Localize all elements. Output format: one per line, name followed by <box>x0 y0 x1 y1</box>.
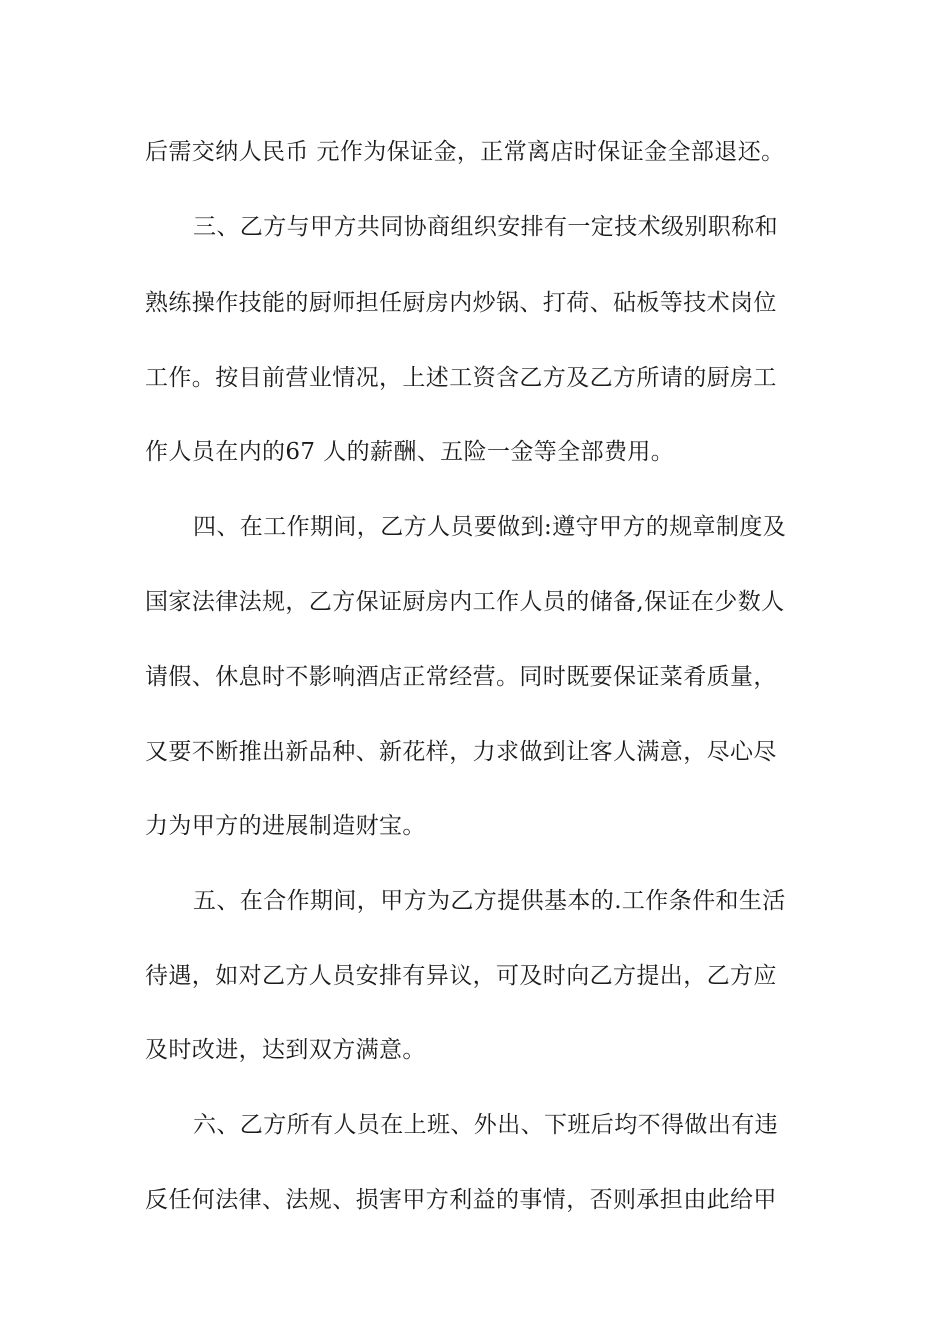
text-line: 工作。按目前营业情况，上述工资含乙方及乙方所请的厨房工 <box>145 365 777 391</box>
text-line: 力为甲方的进展制造财宝。 <box>145 813 426 839</box>
text-line: 又要不断推出新品种、新花样，力求做到让客人满意，尽心尽 <box>145 739 777 765</box>
text-line: 待遇，如对乙方人员安排有异议，可及时向乙方提出，乙方应 <box>145 963 777 989</box>
text-line: 国家法律法规，乙方保证厨房内工作人员的储备,保证在少数人 <box>145 589 785 615</box>
text-line: 熟练操作技能的厨师担任厨房内炒锅、打荷、砧板等技术岗位 <box>145 290 777 316</box>
paragraph-four-start: 四、在工作期间，乙方人员要做到:遵守甲方的规章制度及 <box>193 514 787 540</box>
text-line: 后需交纳人民币 元作为保证金，正常离店时保证金全部退还。 <box>145 139 785 165</box>
text-line: 作人员在内的67 人的薪酬、五险一金等全部费用。 <box>145 439 675 465</box>
paragraph-six-start: 六、乙方所有人员在上班、外出、下班后均不得做出有违 <box>193 1112 778 1138</box>
text-line: 反任何法律、法规、损害甲方利益的事情，否则承担由此给甲 <box>145 1187 777 1213</box>
text-line: 请假、休息时不影响酒店正常经营。同时既要保证菜肴质量， <box>145 664 777 690</box>
paragraph-five-start: 五、在合作期间，甲方为乙方提供基本的.工作条件和生活 <box>193 888 786 914</box>
text-line: 及时改进，达到双方满意。 <box>145 1037 426 1063</box>
paragraph-three-start: 三、乙方与甲方共同协商组织安排有一定技术级别职称和 <box>193 214 778 240</box>
